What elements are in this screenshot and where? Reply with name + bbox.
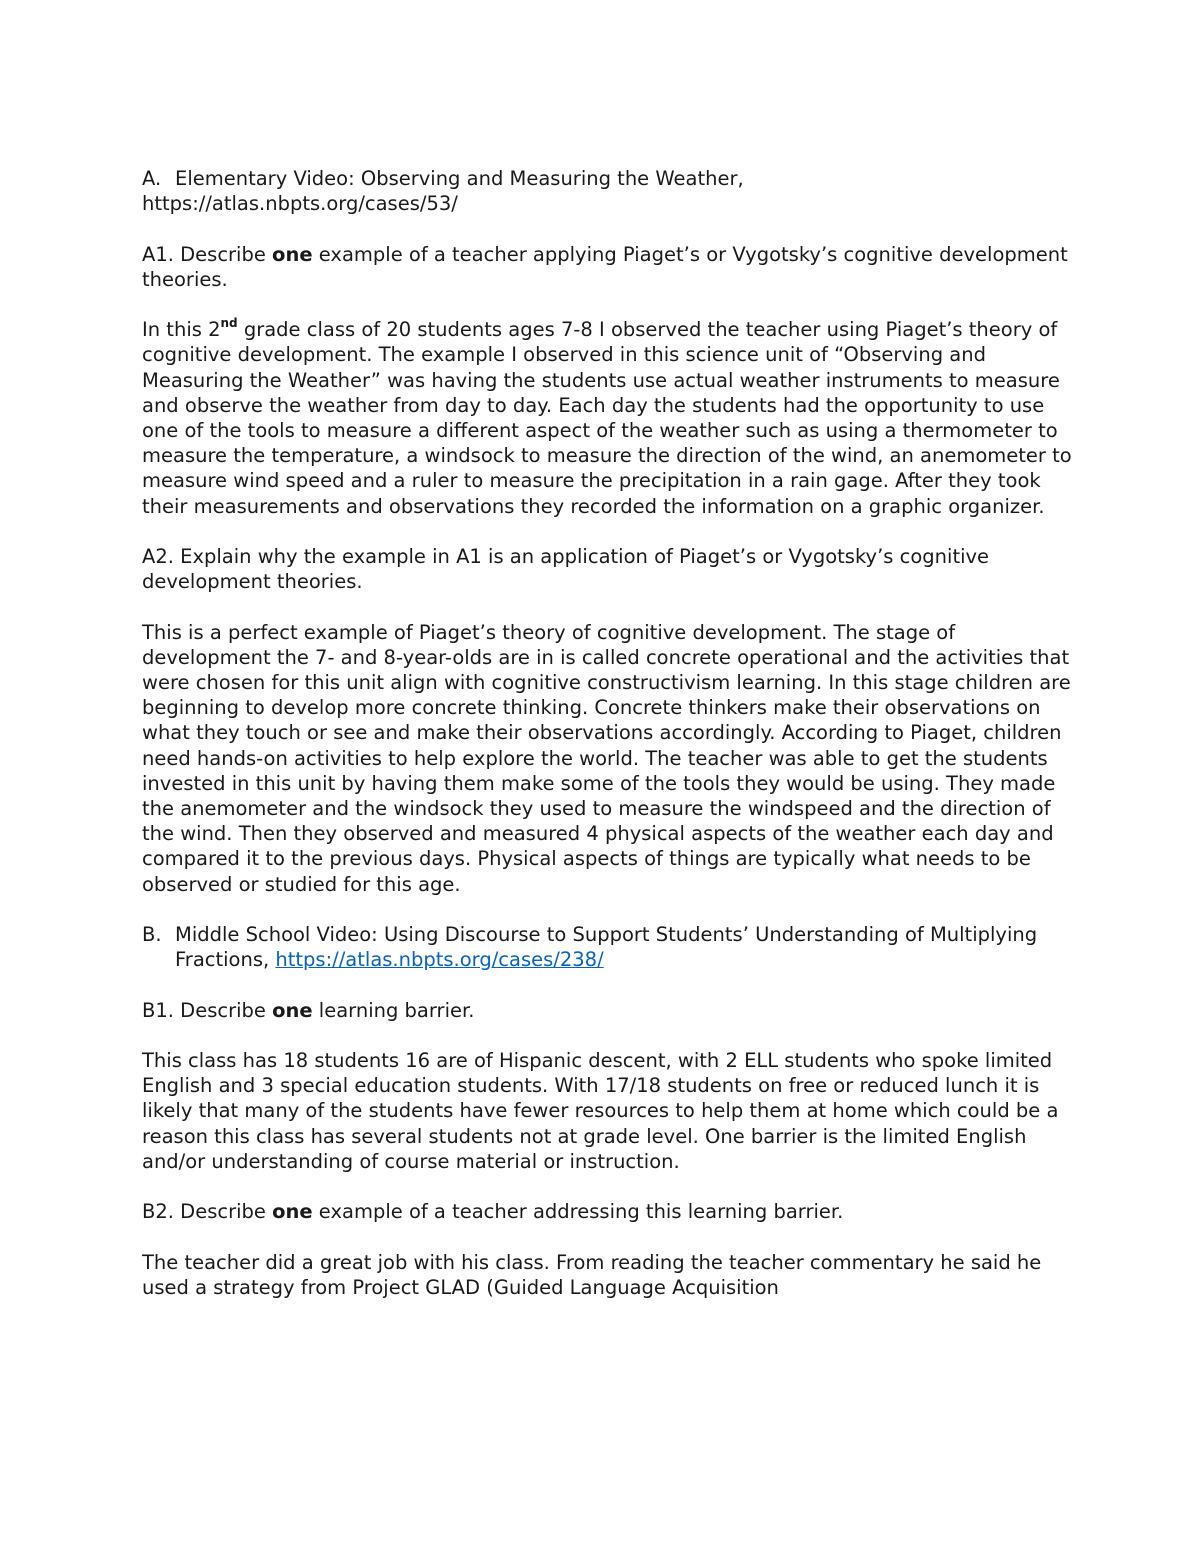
a2-prompt: A2. Explain why the example in A1 is an application of Piaget’s or Vygotsky’s cognitive development theories. xyxy=(142,545,990,594)
section-b-heading xyxy=(142,922,1072,972)
a1-prompt xyxy=(142,242,1072,292)
a2-answer: This is a perfect example of Piaget’s theory of cognitive development. The stage of development the 7- and 8-year-olds are in is called concrete operational and the activities that were chosen for this unit align with cognitive constructivism learning. In this stage children are beginning to develop more concrete thinking. Concrete thinkers make their observations on what they touch or see and make their observations accordingly. According to Piaget, children need hands-on activities to help explore the world. The teacher was able to get the students invested in this unit by having them make some of the tools they would be using. They made the anemometer and the windsock they used to measure the windspeed and the direction of the wind. Then they observed and measured 4 physical aspects of the weather each day and compared it to the previous days. Physical aspects of things are typically what needs to be observed or studied for this age. xyxy=(142,620,1071,896)
a1-prompt-bold: one xyxy=(272,242,313,266)
a1-answer-rest: grade class of 20 students ages 7-8 I observed the teacher using Piaget’s theory of cognitive development. The example I observed in this science unit of “Observing and Measuring the Weather” was having the students use actual weather instruments to measure and observe the weather from day to day. Each day the students had the opportunity to use one of the tools to measure a different aspect of the weather such as using a thermometer to measure the temperature, a windsock to measure the direction of the wind, an anemometer to measure wind speed and a ruler to measure the precipitation in a rain gage. After they took their measurements and observations they recorded the information on a graphic organizer. xyxy=(142,318,1072,518)
b1-prompt-suffix: learning barrier. xyxy=(312,998,475,1022)
section-a-title: Elementary Video: Observing and Measuring the Weather, xyxy=(175,167,744,190)
b1-answer: This class has 18 students 16 are of Hispanic descent, with 2 ELL students who spoke limited English and 3 special education students. With 17/18 students on free or reduced lunch it is likely that many of the students have fewer resources to help them at home which could be a reason this class has several students not at grade level. One barrier is the limited English and/or understanding of course material or instruction. xyxy=(142,1049,1059,1173)
b2-answer: The teacher did a great job with his class. From reading the teacher commentary he said he used a strategy from Project GLAD (Guided Language Acquisition xyxy=(142,1250,1042,1299)
a1-prompt-suffix: example of a teacher applying Piaget’s or Vygotsky’s cognitive development theories. xyxy=(142,242,1068,291)
section-a-url: https://atlas.nbpts.org/cases/53/ xyxy=(142,192,458,216)
document-body xyxy=(142,166,1072,1325)
b2-prompt-suffix: example of a teacher addressing this learning barrier. xyxy=(312,1200,844,1224)
section-b-link[interactable]: https://atlas.nbpts.org/cases/238/ xyxy=(275,948,604,972)
b1-prompt xyxy=(142,998,1072,1023)
a1-prompt-prefix: A1. Describe xyxy=(142,242,273,266)
section-a-letter: A. xyxy=(142,167,162,190)
a1-answer-prefix: In this 2 xyxy=(142,318,221,342)
b2-prompt-bold: one xyxy=(272,1200,313,1224)
b1-prompt-bold: one xyxy=(272,998,313,1022)
b2-prompt xyxy=(142,1199,1072,1224)
a1-answer xyxy=(142,317,1072,519)
section-a-heading xyxy=(142,166,1072,216)
b1-prompt-prefix: B1. Describe xyxy=(142,998,273,1022)
section-b-title: Middle School Video: Using Discourse to Support Students’ Understanding of Multiplying Fractions, xyxy=(175,923,1038,972)
section-b-letter: B. xyxy=(142,923,162,947)
b2-prompt-prefix: B2. Describe xyxy=(142,1200,273,1224)
a1-answer-sup: nd xyxy=(220,315,238,330)
